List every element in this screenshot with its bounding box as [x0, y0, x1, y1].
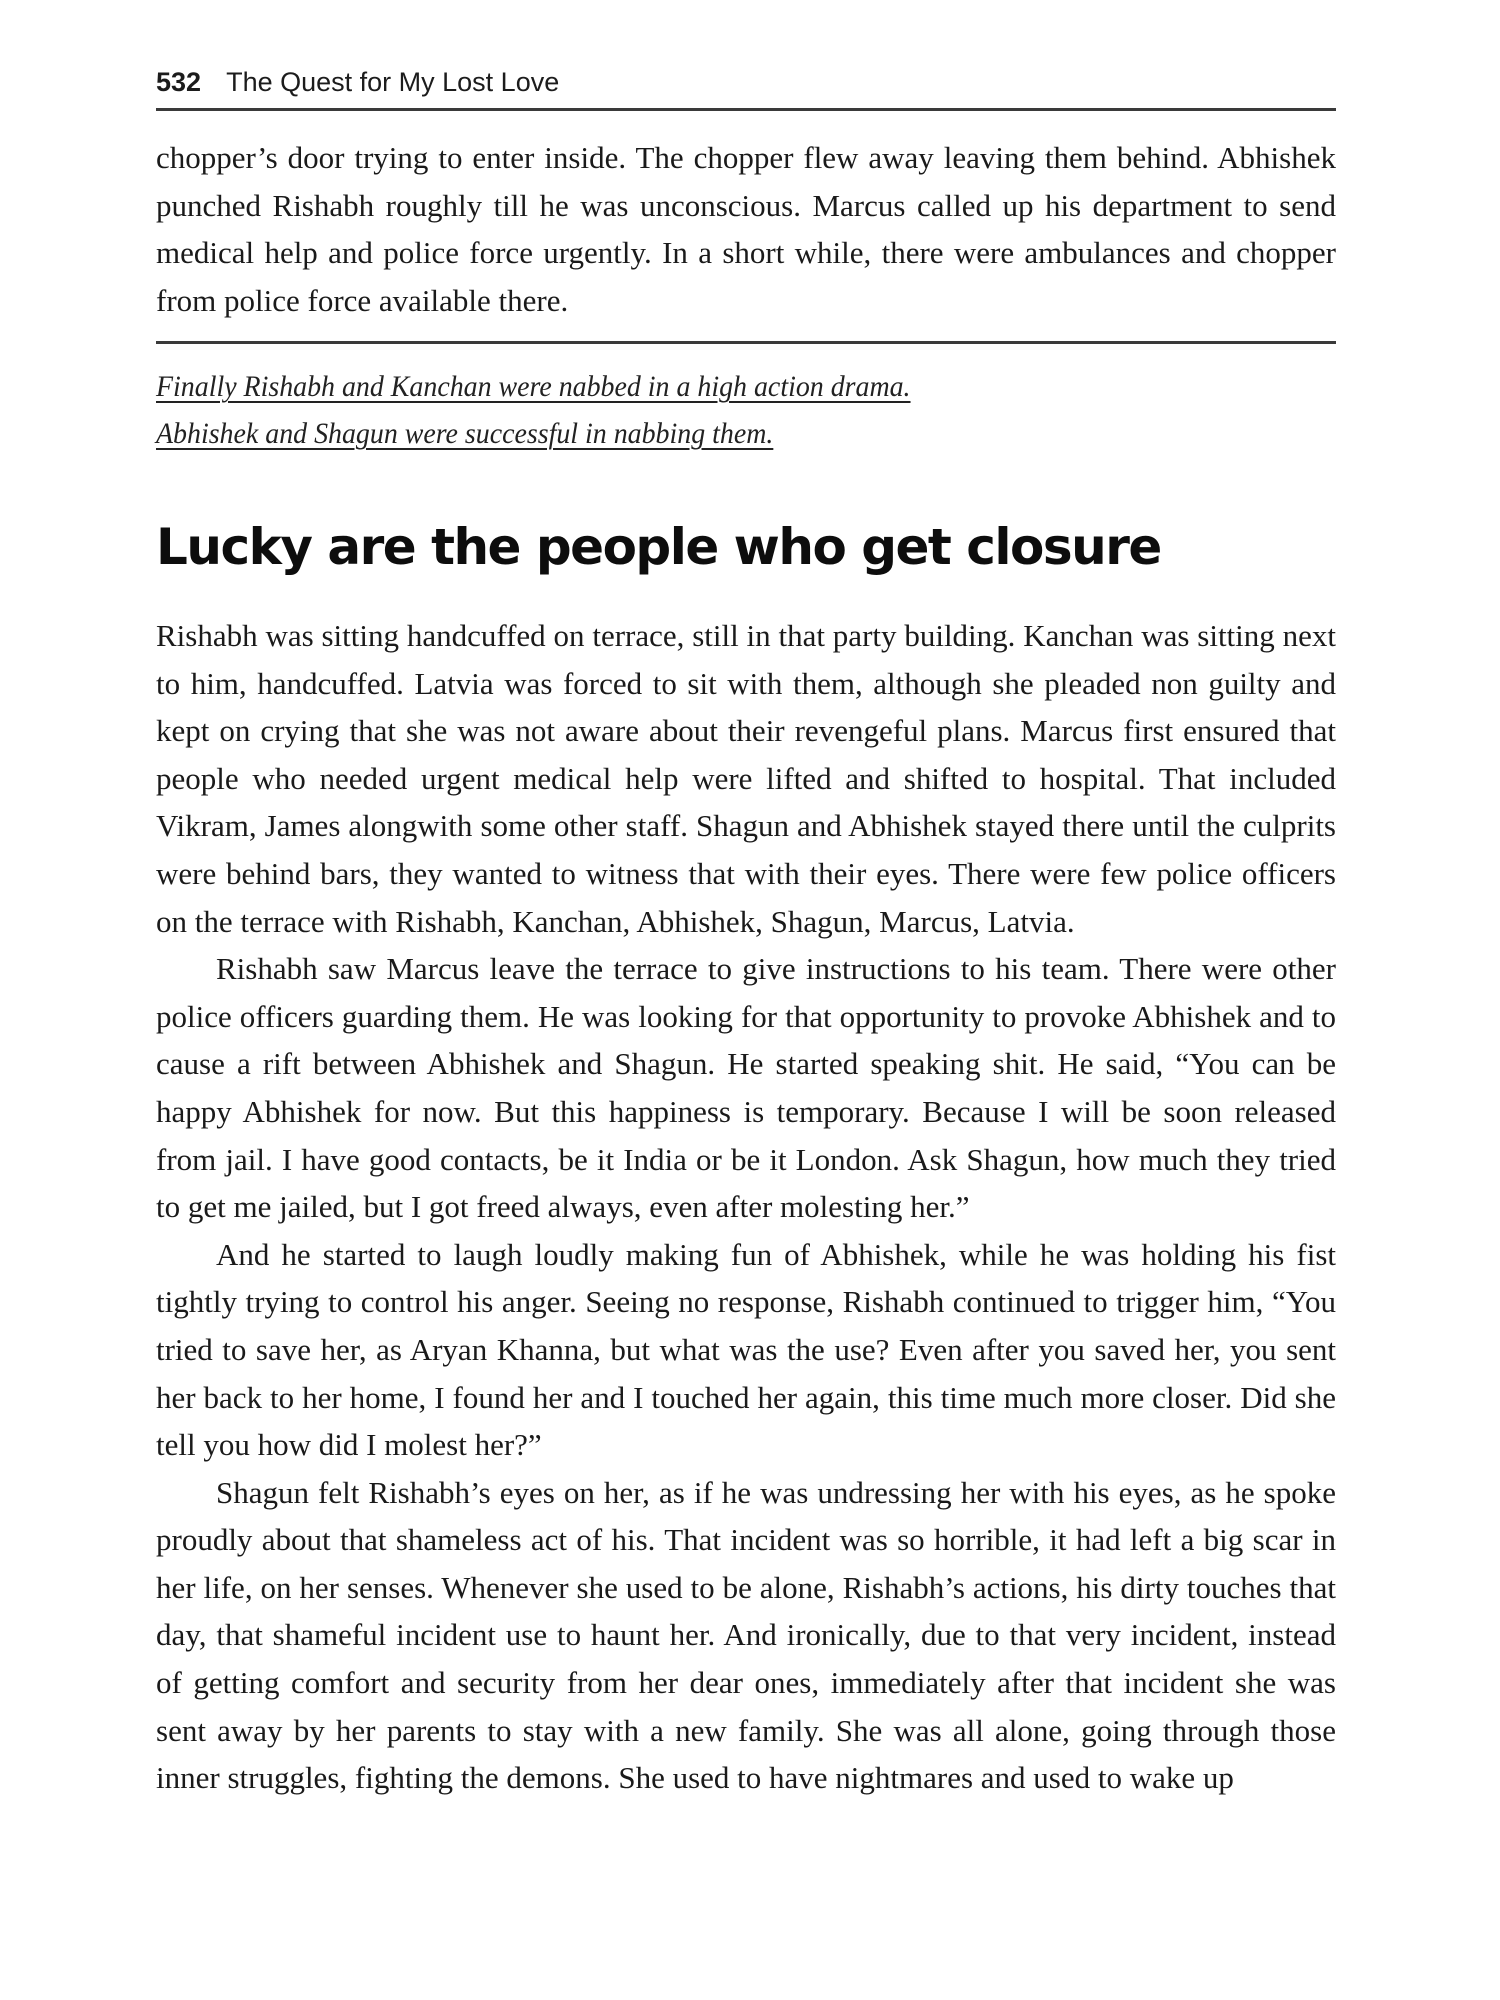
book-title: The Quest for My Lost Love	[226, 67, 560, 97]
chapter-title: Lucky are the people who get closure	[156, 518, 1161, 576]
section-summary	[156, 363, 1336, 457]
running-head	[156, 62, 1336, 108]
chapter-body	[156, 612, 1336, 1802]
summary-line: Abhishek and Shagun were successful in nabbing them.	[156, 417, 774, 450]
page-number: 532	[156, 67, 202, 97]
body-paragraph: And he started to laugh loudly making fun of Abhishek, while he was holding his fist tightly trying to control his anger. Seeing no response, Rishabh continued to trigger him, “You tried to save her, as Aryan Khanna, but what was the use? Even after you saved her, you sent her back to her home, I found her and I touched her again, this time much more closer. Did she tell you how did I molest her?”	[156, 1236, 1336, 1463]
body-paragraph: Rishabh was sitting handcuffed on terrace, still in that party building. Kanchan was sitting next to him, handcuffed. Latvia was forced to sit with them, although she pleaded non guilty and kept on crying that she was not aware about their revengeful plans. Marcus first ensured that people who needed urgent medical help were lifted and shifted to hospital. That included Vikram, James alongwith some other staff. Shagun and Abhishek stayed there until the culprits were behind bars, they wanted to witness that with their eyes. There were few police officers on the terrace with Rishabh, Kanchan, Abhishek, Shagun, Marcus, Latvia.	[156, 618, 1336, 939]
summary-line: Finally Rishabh and Kanchan were nabbed in a high action drama.	[156, 370, 911, 403]
continued-paragraph: chopper’s door trying to enter inside. The chopper flew away leaving them behind. Abhishek punched Rishabh roughly till he was unconscious. Marcus called up his department to send medical help and police force urgently. In a short while, there were ambulances and chopper from police force available there.	[156, 140, 1336, 318]
body-paragraph: Rishabh saw Marcus leave the terrace to give instructions to his team. There were other police officers guarding them. He was looking for that opportunity to provoke Abhishek and to cause a rift between Abhishek and Shagun. He started speaking shit. He said, “You can be happy Abhishek for now. But this happiness is temporary. Because I will be soon released from jail. I have good contacts, be it India or be it London. Ask Shagun, how much they tried to get me jailed, but I got freed always, even after molesting her.”	[156, 951, 1336, 1225]
continued-text-block	[156, 134, 1336, 324]
body-paragraph: Shagun felt Rishabh’s eyes on her, as if he was undressing her with his eyes, as he spoke proudly about that shameless act of his. That incident was so horrible, it had left a big scar in her life, on her senses. Whenever she used to be alone, Rishabh’s actions, his dirty touches that day, that shameful incident use to haunt her. And ironically, due to that very incident, instead of getting comfort and security from her dear ones, immediately after that incident she was sent away by her parents to stay with a new family. She was all alone, going through those inner struggles, fighting the demons. She used to have nightmares and used to wake up	[156, 1474, 1336, 1796]
section-divider-rule	[156, 341, 1336, 344]
header-rule	[156, 108, 1336, 111]
